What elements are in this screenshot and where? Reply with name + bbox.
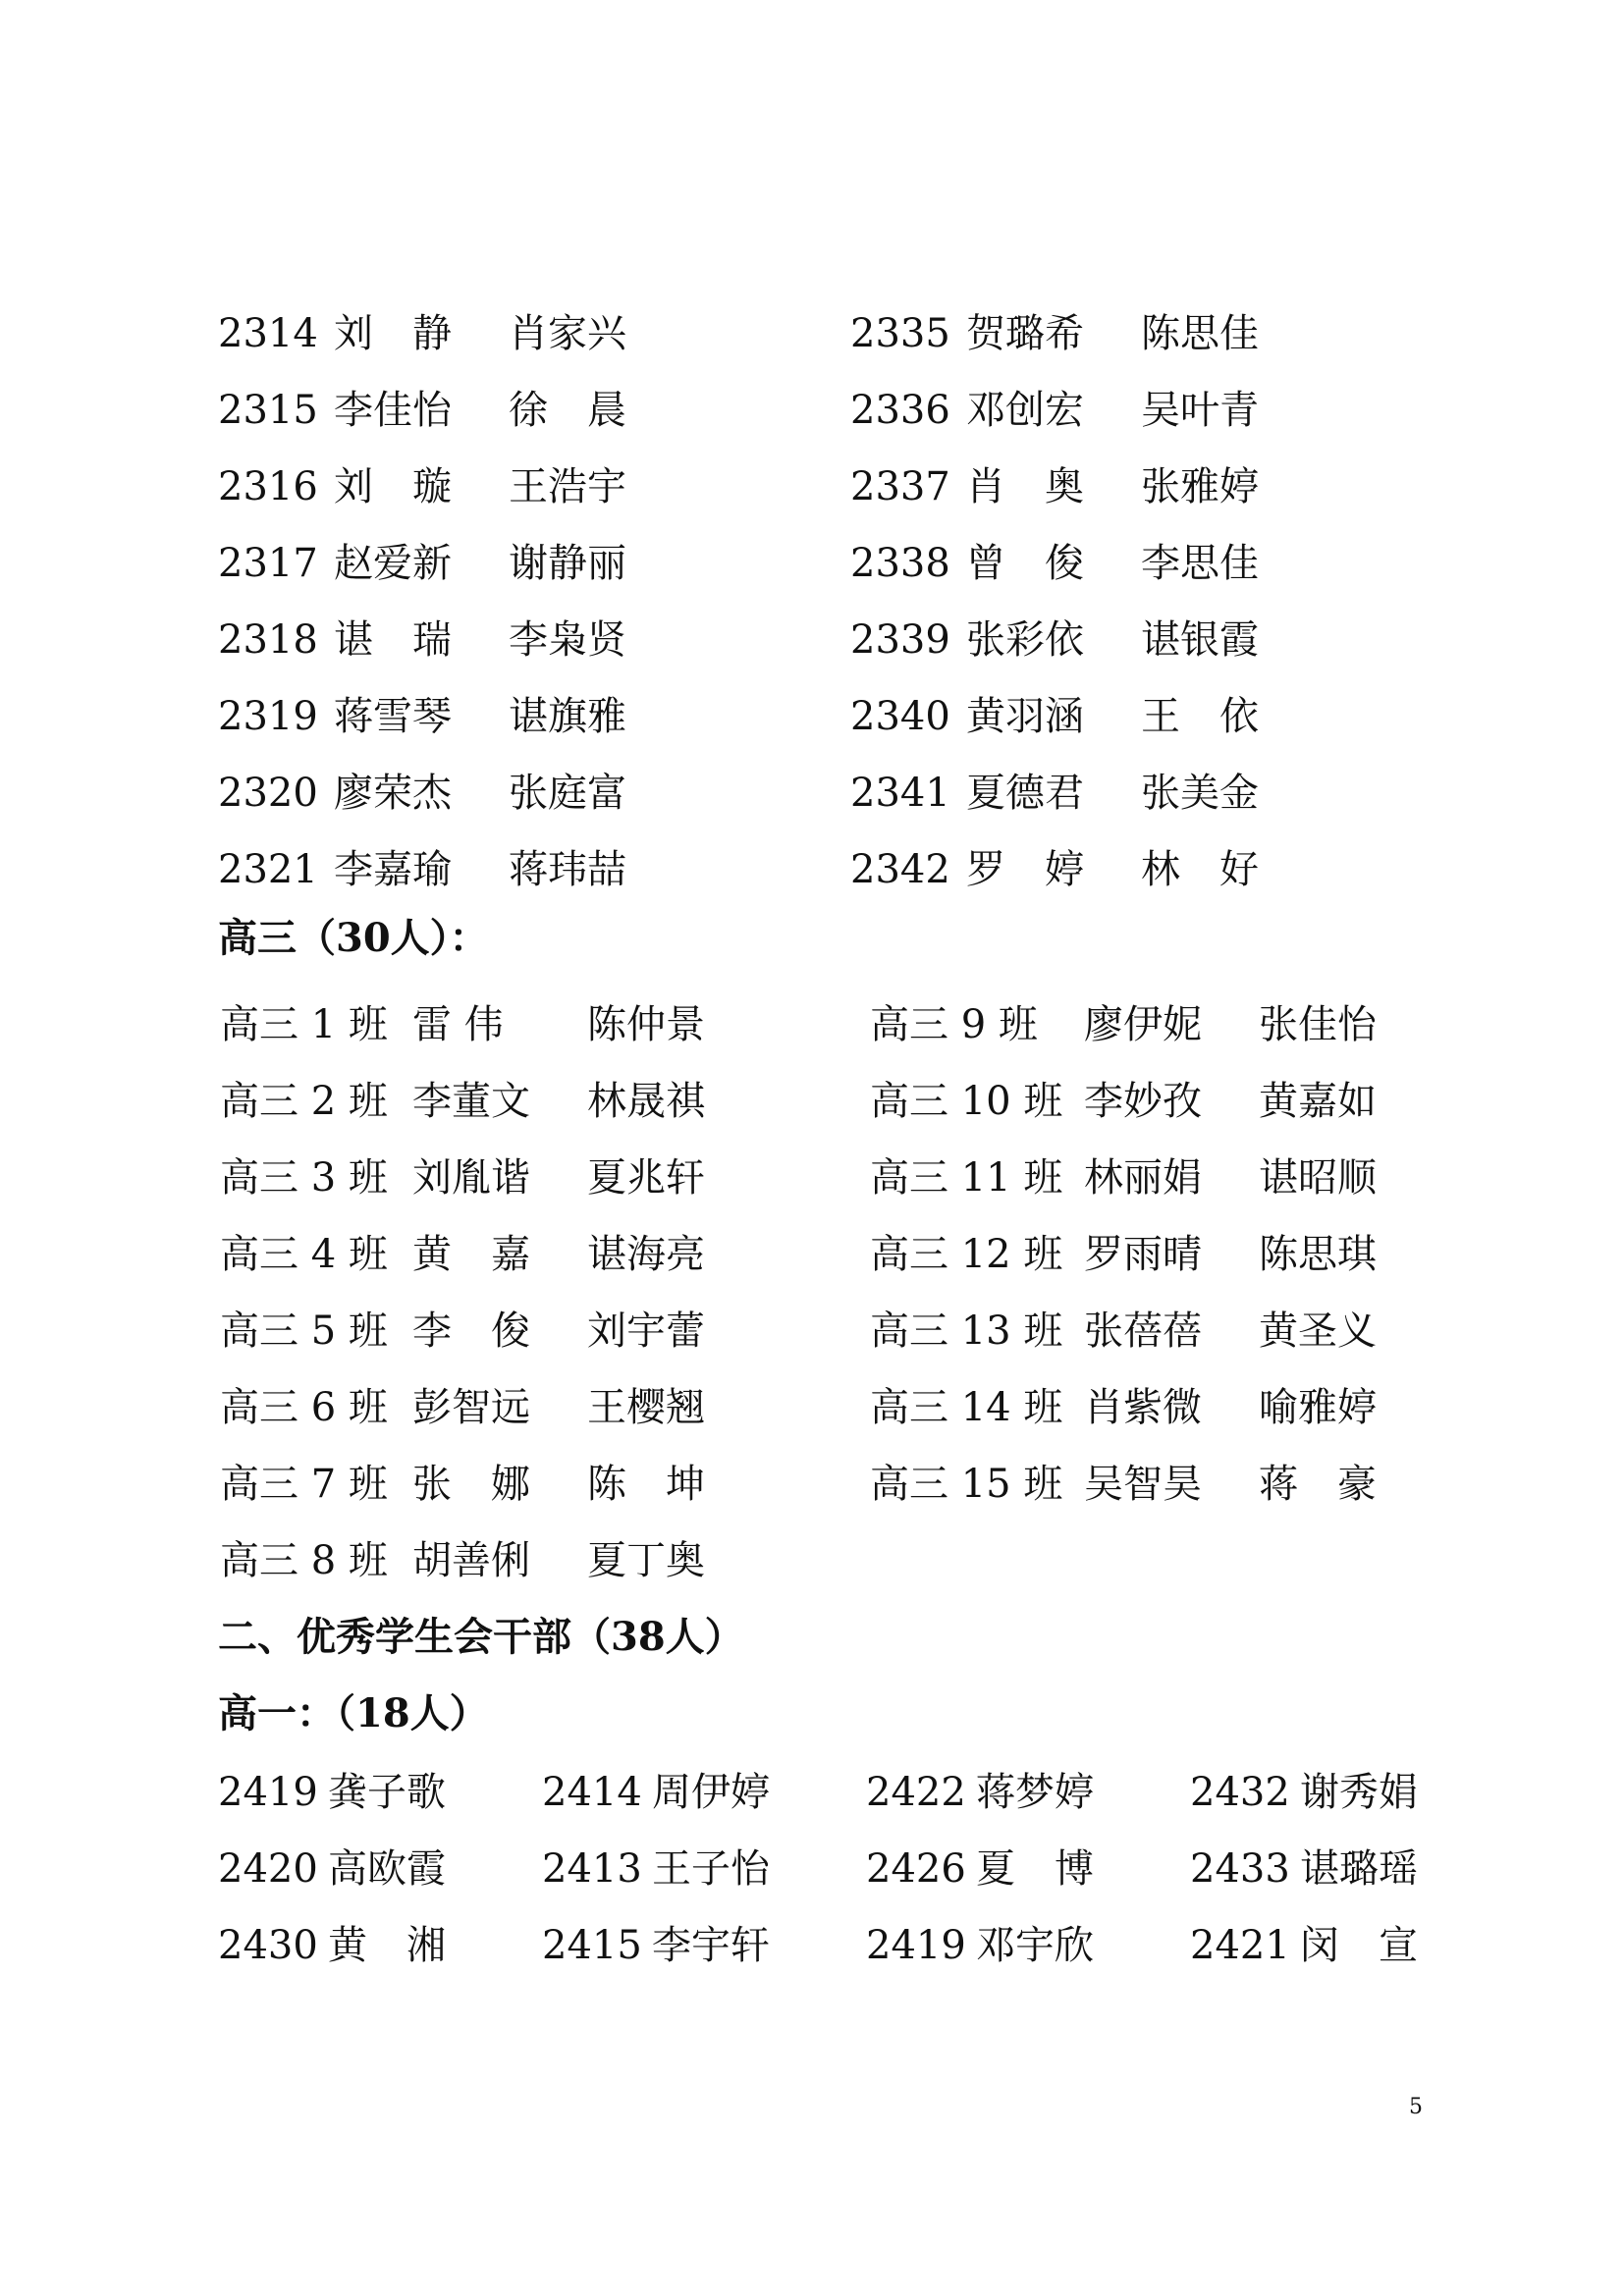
- list-item: 2336: [850, 388, 950, 433]
- list-item: 高三 1 班: [220, 1002, 388, 1047]
- list-item: 高三 11 班: [870, 1155, 1063, 1201]
- list-item: 高三 15 班: [870, 1462, 1063, 1507]
- list-item: 高三 14 班: [870, 1385, 1063, 1430]
- list-item: 王浩宇: [509, 464, 626, 509]
- list-item: 罗雨晴: [1084, 1232, 1202, 1277]
- list-item: 2426: [866, 1846, 966, 1892]
- list-item: 蒋雪琴: [334, 694, 452, 739]
- list-item: 李佳怡: [334, 388, 452, 433]
- list-item: 邓创宏: [966, 388, 1084, 433]
- list-item: 刘 璇: [334, 464, 452, 509]
- list-item: 周伊婷: [652, 1770, 770, 1815]
- list-item: 高三 5 班: [220, 1308, 388, 1354]
- list-item: 张彩依: [966, 617, 1084, 663]
- list-item: 张佳怡: [1259, 1002, 1377, 1047]
- list-item: 2420: [218, 1846, 318, 1892]
- list-item: 徐 晨: [509, 388, 626, 433]
- list-item: 李嘉瑜: [334, 847, 452, 892]
- list-item: 王樱翘: [587, 1385, 705, 1430]
- list-item: 2341: [850, 771, 950, 816]
- list-item: 高三 7 班: [220, 1462, 388, 1507]
- section2-heading: 二、优秀学生会干部（38人）: [218, 1614, 744, 1660]
- list-item: 夏德君: [966, 771, 1084, 816]
- list-item: 2342: [850, 847, 950, 892]
- list-item: 2321: [218, 847, 318, 892]
- list-item: 林晟祺: [587, 1079, 705, 1124]
- list-item: 2419: [218, 1770, 318, 1815]
- list-item: 2421: [1190, 1923, 1290, 1968]
- list-item: 刘宇蕾: [587, 1308, 705, 1354]
- list-item: 2338: [850, 541, 950, 586]
- list-item: 彭智远: [412, 1385, 530, 1430]
- list-item: 2318: [218, 617, 318, 663]
- list-item: 陈思佳: [1141, 311, 1259, 356]
- list-item: 龚子歌: [328, 1770, 446, 1815]
- list-item: 廖伊妮: [1084, 1002, 1202, 1047]
- list-item: 2316: [218, 464, 318, 509]
- list-item: 谌璐瑶: [1300, 1846, 1418, 1892]
- list-item: 赵爱新: [334, 541, 452, 586]
- list-item: 2432: [1190, 1770, 1290, 1815]
- list-item: 胡善俐: [412, 1538, 530, 1583]
- list-item: 林 好: [1141, 847, 1259, 892]
- list-item: 2430: [218, 1923, 318, 1968]
- list-item: 蒋玮喆: [509, 847, 626, 892]
- list-item: 2320: [218, 771, 318, 816]
- list-item: 高三 2 班: [220, 1079, 388, 1124]
- list-item: 王 依: [1141, 694, 1259, 739]
- page-number: 5: [1409, 2095, 1423, 2119]
- list-item: 张 娜: [412, 1462, 530, 1507]
- list-item: 谢秀娟: [1300, 1770, 1418, 1815]
- list-item: 林丽娟: [1084, 1155, 1202, 1201]
- list-item: 张雅婷: [1141, 464, 1259, 509]
- list-item: 2314: [218, 311, 318, 356]
- list-item: 2340: [850, 694, 950, 739]
- list-item: 高三 13 班: [870, 1308, 1063, 1354]
- list-item: 2413: [542, 1846, 642, 1892]
- list-item: 邓宇欣: [976, 1923, 1094, 1968]
- list-item: 陈思琪: [1259, 1232, 1377, 1277]
- list-item: 2415: [542, 1923, 642, 1968]
- list-item: 李思佳: [1141, 541, 1259, 586]
- list-item: 李董文: [412, 1079, 530, 1124]
- list-item: 2419: [866, 1923, 966, 1968]
- list-item: 李枭贤: [509, 617, 626, 663]
- list-item: 高三 3 班: [220, 1155, 388, 1201]
- list-item: 2317: [218, 541, 318, 586]
- list-item: 高三 9 班: [870, 1002, 1038, 1047]
- list-item: 2315: [218, 388, 318, 433]
- list-item: 罗 婷: [966, 847, 1084, 892]
- list-item: 黄圣义: [1259, 1308, 1377, 1354]
- list-item: 肖紫微: [1084, 1385, 1202, 1430]
- list-item: 夏 博: [976, 1846, 1094, 1892]
- list-item: 2337: [850, 464, 950, 509]
- list-item: 高三 8 班: [220, 1538, 388, 1583]
- list-item: 谢静丽: [509, 541, 626, 586]
- list-item: 谌海亮: [587, 1232, 705, 1277]
- list-item: 喻雅婷: [1259, 1385, 1377, 1430]
- list-item: 曾 俊: [966, 541, 1084, 586]
- list-item: 2433: [1190, 1846, 1290, 1892]
- list-item: 李宇轩: [652, 1923, 770, 1968]
- list-item: 雷 伟: [412, 1002, 504, 1047]
- list-item: 黄 湘: [328, 1923, 446, 1968]
- list-item: 廖荣杰: [334, 771, 452, 816]
- list-item: 陈 坤: [587, 1462, 705, 1507]
- list-item: 黄 嘉: [412, 1232, 530, 1277]
- list-item: 张蓓蓓: [1084, 1308, 1202, 1354]
- list-item: 王子怡: [652, 1846, 770, 1892]
- list-item: 谌旗雅: [509, 694, 626, 739]
- list-item: 2422: [866, 1770, 966, 1815]
- list-item: 高欧霞: [328, 1846, 446, 1892]
- list-item: 张美金: [1141, 771, 1259, 816]
- list-item: 谌昭顺: [1259, 1155, 1377, 1201]
- grade1-heading: 高一：（18人）: [218, 1690, 489, 1736]
- list-item: 闵 宣: [1300, 1923, 1418, 1968]
- list-item: 高三 4 班: [220, 1232, 388, 1277]
- list-item: 高三 12 班: [870, 1232, 1063, 1277]
- list-item: 刘胤谐: [412, 1155, 530, 1201]
- list-item: 黄嘉如: [1259, 1079, 1377, 1124]
- list-item: 黄羽涵: [966, 694, 1084, 739]
- list-item: 吴智昊: [1084, 1462, 1202, 1507]
- list-item: 夏丁奥: [587, 1538, 705, 1583]
- list-item: 2339: [850, 617, 950, 663]
- list-item: 高三 10 班: [870, 1079, 1063, 1124]
- list-item: 夏兆轩: [587, 1155, 705, 1201]
- list-item: 高三 6 班: [220, 1385, 388, 1430]
- list-item: 蒋梦婷: [976, 1770, 1094, 1815]
- list-item: 吴叶青: [1141, 388, 1259, 433]
- list-item: 2335: [850, 311, 950, 356]
- list-item: 李妙孜: [1084, 1079, 1202, 1124]
- list-item: 谌 瑞: [334, 617, 452, 663]
- list-item: 蒋 豪: [1259, 1462, 1377, 1507]
- list-item: 2319: [218, 694, 318, 739]
- list-item: 陈仲景: [587, 1002, 705, 1047]
- list-item: 张庭富: [509, 771, 626, 816]
- list-item: 李 俊: [412, 1308, 530, 1354]
- grade3-heading: 高三（30人）：: [218, 915, 489, 961]
- list-item: 谌银霞: [1141, 617, 1259, 663]
- list-item: 肖家兴: [509, 311, 626, 356]
- list-item: 贺璐希: [966, 311, 1084, 356]
- list-item: 2414: [542, 1770, 642, 1815]
- list-item: 肖 奥: [966, 464, 1084, 509]
- list-item: 刘 静: [334, 311, 452, 356]
